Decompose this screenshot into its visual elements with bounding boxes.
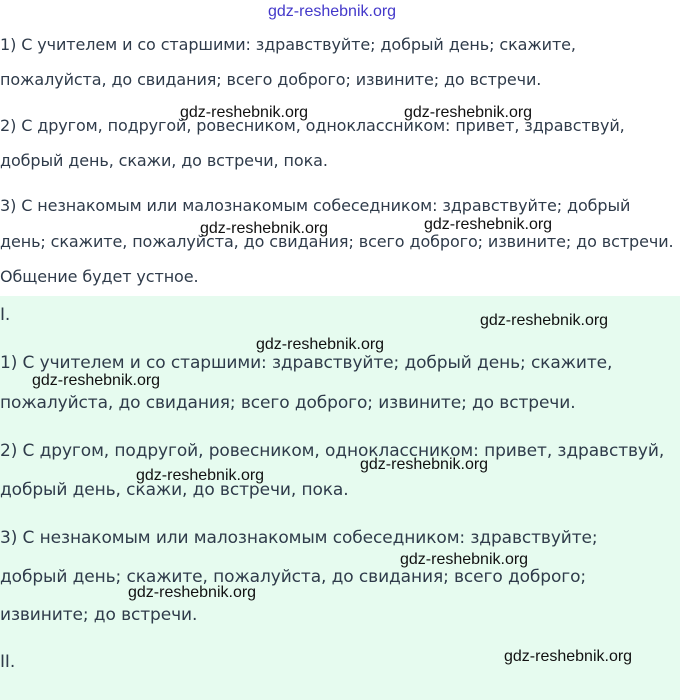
text-line: Общение будет устное. [0, 267, 199, 286]
text-line: пожалуйста, до свидания; всего доброго; извините; до встречи. [0, 70, 542, 89]
text-line: 1) С учителем и со старшими: здравствуйте; добрый день; скажите, [0, 353, 613, 373]
watermark: gdz-reshebnik.org [404, 104, 533, 121]
watermark: gdz-reshebnik.org [180, 104, 309, 121]
text-line: 2) С другом, подругой, ровесником, одноклассником: привет, здравствуй, [0, 116, 625, 135]
watermark: gdz-reshebnik.org [504, 648, 633, 665]
watermark-header: gdz-reshebnik.org [268, 3, 397, 20]
section-heading-roman-2: II. [0, 652, 16, 672]
text-line: 3) С незнакомым или малознакомым собеседником: здравствуйте; добрый [0, 196, 631, 215]
text-line: добрый день; скажите, пожалуйста, до свидания; всего доброго; [0, 567, 587, 587]
watermark: gdz-reshebnik.org [360, 456, 489, 473]
watermark: gdz-reshebnik.org [128, 584, 257, 601]
watermark: gdz-reshebnik.org [200, 220, 329, 237]
watermark: gdz-reshebnik.org [400, 551, 529, 568]
watermark: gdz-reshebnik.org [32, 372, 161, 389]
watermark: gdz-reshebnik.org [424, 216, 553, 233]
text-line: извините; до встречи. [0, 605, 198, 625]
text-line: добрый день, скажи, до встречи, пока. [0, 480, 349, 500]
text-line: 3) С незнакомым или малознакомым собеседником: здравствуйте; [0, 528, 598, 548]
watermark: gdz-reshebnik.org [256, 336, 385, 353]
text-line: день; скажите, пожалуйста, до свидания; всего доброго; извините; до встречи. [0, 232, 674, 251]
text-line: 2) С другом, подругой, ровесником, одноклассником: привет, здравствуй, [0, 441, 665, 461]
section-heading-roman-1: I. [0, 305, 11, 325]
text-line: добрый день, скажи, до встречи, пока. [0, 151, 328, 170]
text-line: 1) С учителем и со старшими: здравствуйте; добрый день; скажите, [0, 35, 576, 54]
watermark: gdz-reshebnik.org [480, 312, 609, 329]
watermark: gdz-reshebnik.org [136, 467, 265, 484]
text-line: пожалуйста, до свидания; всего доброго; извините; до встречи. [0, 393, 576, 413]
